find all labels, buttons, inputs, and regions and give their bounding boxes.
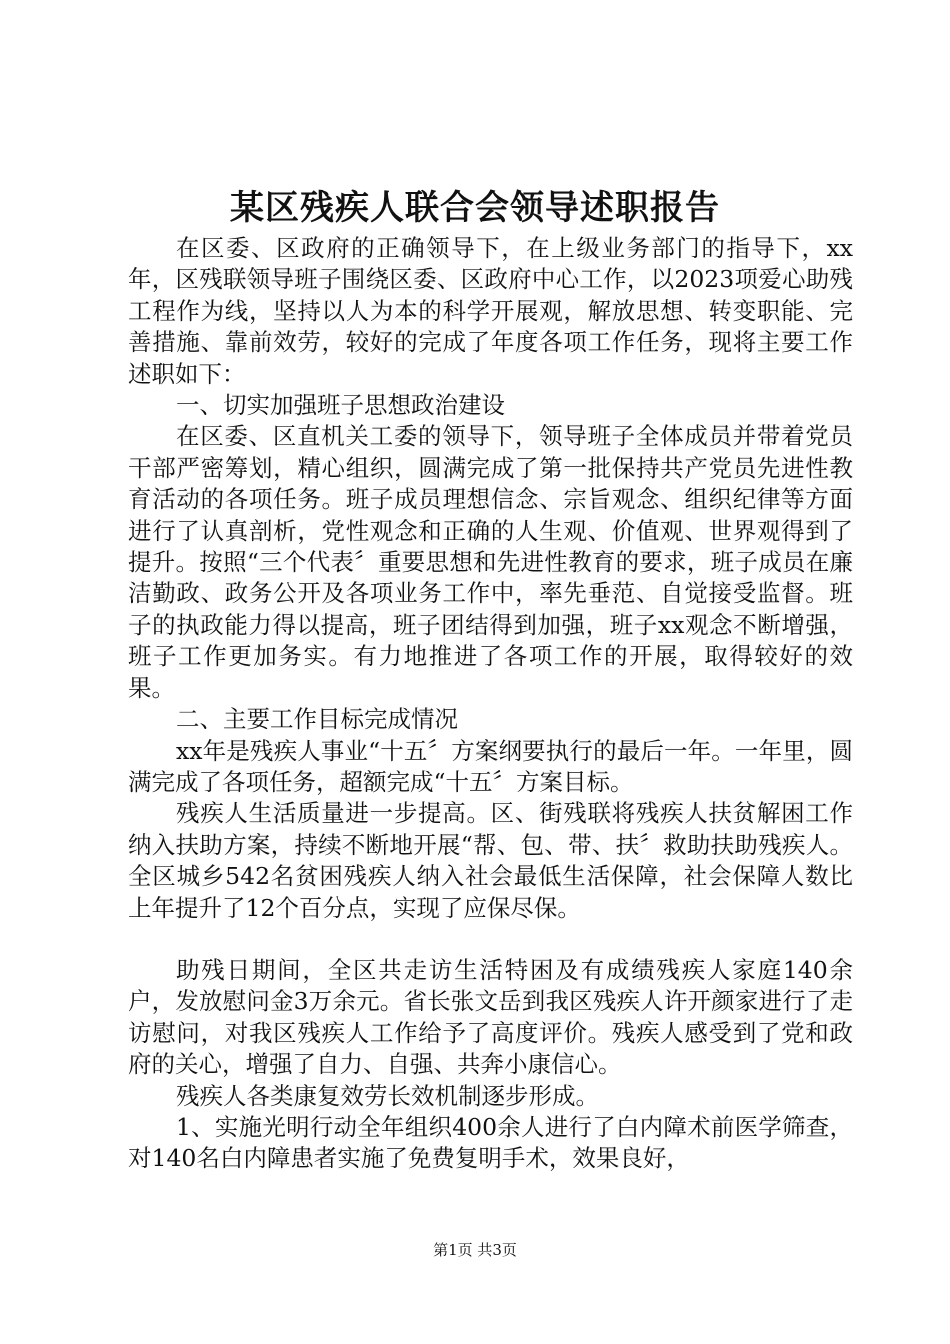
- paragraph-gap: [128, 924, 853, 955]
- page-number-footer: 第1页 共3页: [433, 1241, 517, 1259]
- paragraph-tenth-five-year: xx年是残疾人事业“十五〞方案纲要执行的最后一年。一年里，圆满完成了各项任务，超额完成“十五〞方案目标。: [128, 736, 853, 796]
- paragraph-rehab-mechanism: 残疾人各类康复效劳长效机制逐步形成。: [176, 1081, 599, 1110]
- document-body: [128, 233, 853, 1175]
- paragraph-cataract-item: 1、实施光明行动全年组织400余人进行了白内障术前医学筛查，对140名白内障患者实施了免费复明手术，效果良好，: [128, 1112, 853, 1173]
- section-heading-1: 一、切实加强班子思想政治建设: [176, 391, 505, 420]
- section-heading-2: 二、主要工作目标完成情况: [176, 705, 458, 734]
- paragraph-intro: 在区委、区政府的正确领导下，在上级业务部门的指导下，xx年，区残联领导班子围绕区委、区政府中心工作，以2023项爱心助残工程作为线，坚持以人为本的科学开展观，解放思想、转变职能、完善措施、靠前效劳，较好的完成了年度各项工作任务，现将主要工作述职如下：: [128, 234, 853, 388]
- document-title: 某区残疾人联合会领导述职报告: [230, 188, 720, 228]
- paragraph-political-building: 在区委、区直机关工委的领导下，领导班子全体成员并带着党员干部严密筹划，精心组织，圆满完成了第一批保持共产党员先进性教育活动的各项任务。班子成员理想信念、宗旨观念、组织纪律等方面进行了认真剖析，党性观念和正确的人生观、价值观、世界观得到了提升。按照“三个代表〞重要思想和先进性教育的要求，班子成员在廉洁勤政、政务公开及各项业务工作中，率先垂范、自觉接受监督。班子的执政能力得以提高，班子团结得到加强，班子xx观念不断增强，班子工作更加务实。有力地推进了各项工作的开展，取得较好的效果。: [128, 422, 853, 702]
- paragraph-living-quality: 残疾人生活质量进一步提高。区、街残联将残疾人扶贫解困工作纳入扶助方案，持续不断地开展“帮、包、带、扶〞救助扶助残疾人。全区城乡542名贫困残疾人纳入社会最低生活保障，社会保障人数比上年提升了12个百分点，实现了应保尽保。: [128, 799, 853, 922]
- paragraph-disability-day: 助残日期间，全区共走访生活特困及有成绩残疾人家庭140余户，发放慰问金3万余元。省长张文岳到我区残疾人许开颜家进行了走访慰问，对我区残疾人工作给予了高度评价。残疾人感受到了党和政府的关心，增强了自力、自强、共奔小康信心。: [128, 955, 853, 1079]
